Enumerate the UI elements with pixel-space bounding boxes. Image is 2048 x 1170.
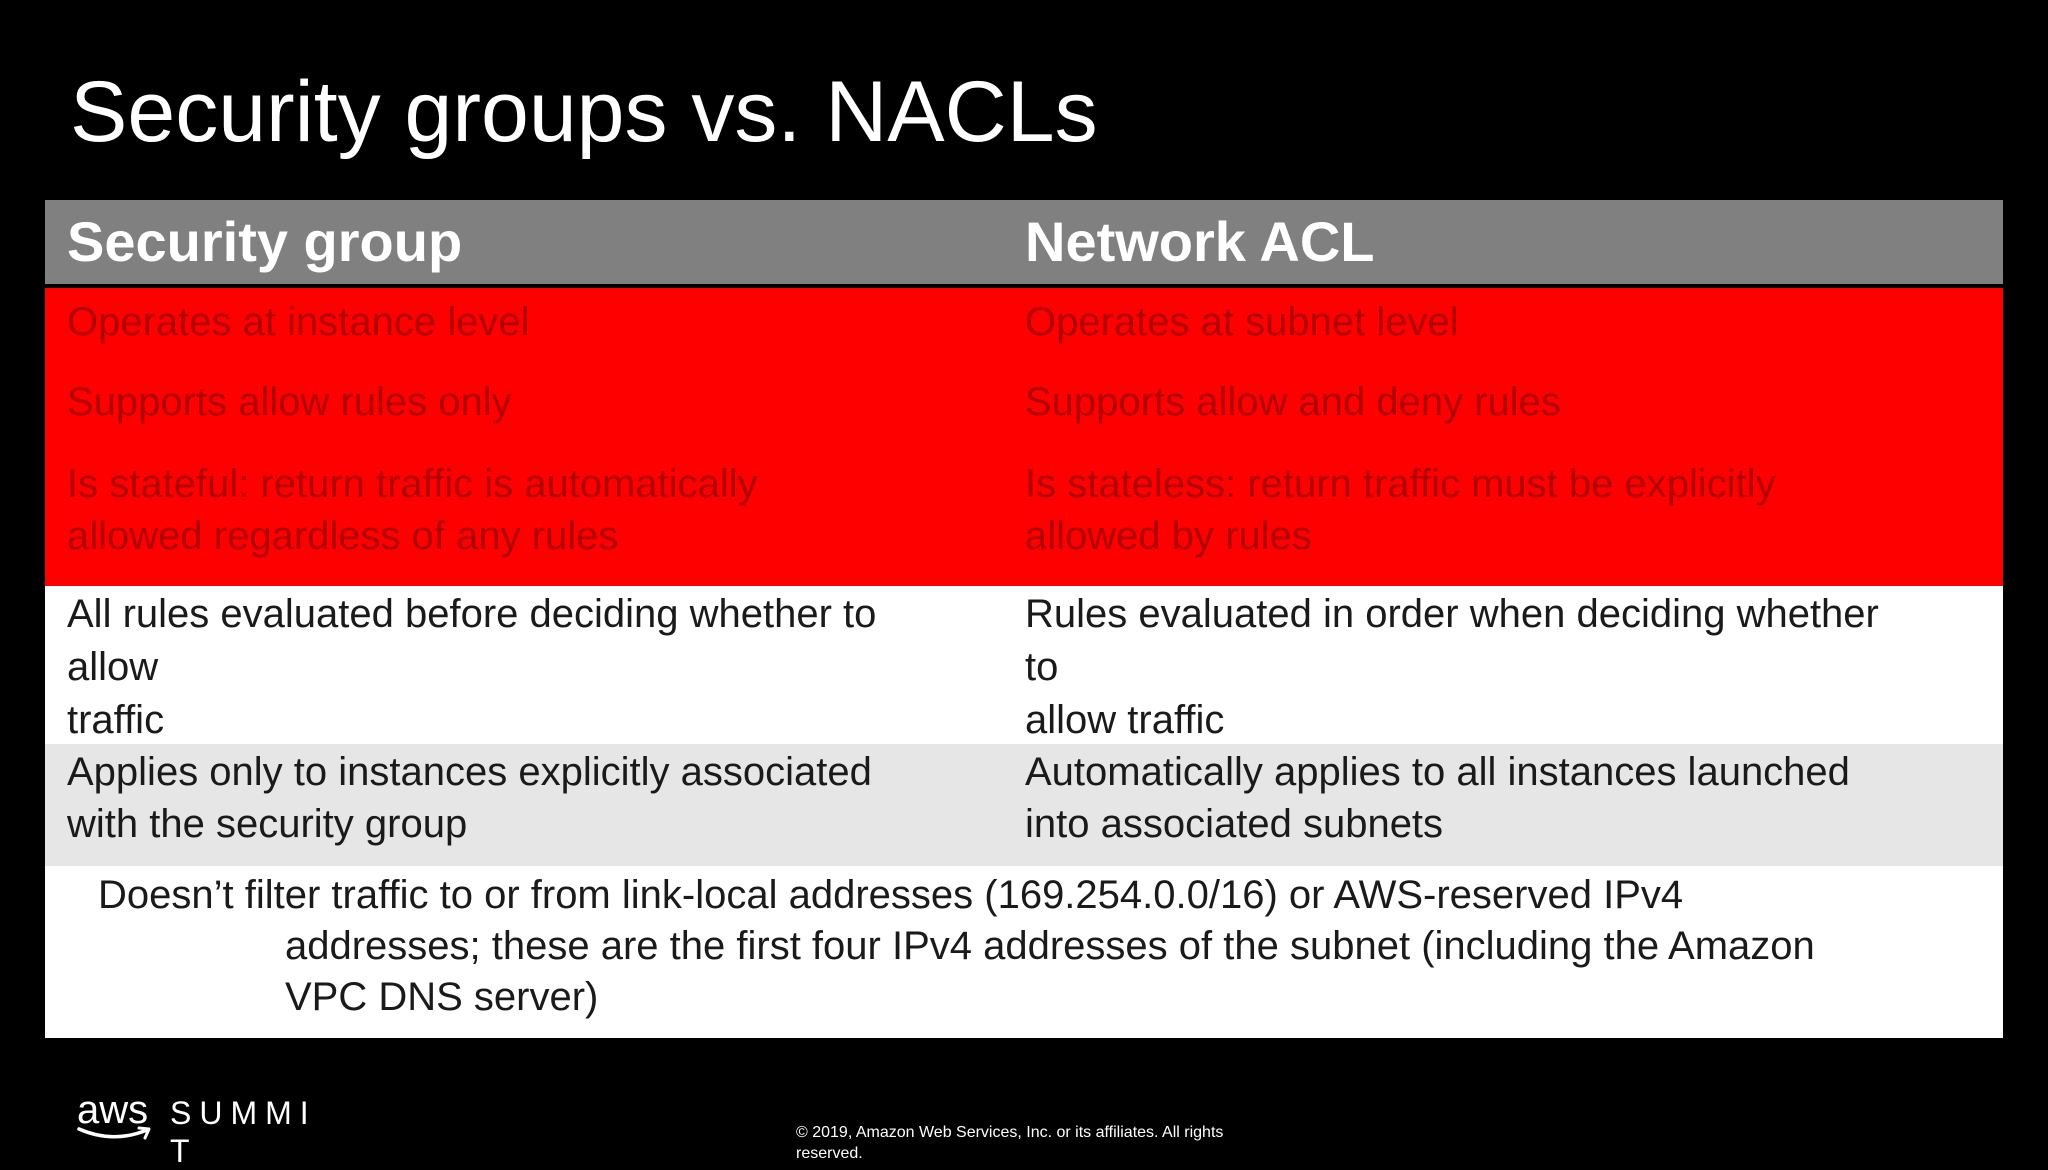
table-footnote xyxy=(45,866,2003,1038)
row-state-network-acl xyxy=(1025,458,2003,562)
summit-logo-text: SUMMIT xyxy=(170,1095,317,1169)
row-scope-network-acl-line: into associated subnets xyxy=(1025,802,1444,846)
footnote-line: Doesn’t filter traffic to or from link-local addresses (169.254.0.0/16) or AWS-reserved IPv4 xyxy=(98,873,1684,917)
comparison-table xyxy=(45,200,2003,1038)
row-evaluation-network-acl-line: Rules evaluated in order when deciding whether xyxy=(1025,592,1879,636)
aws-logo-text: aws xyxy=(77,1088,149,1132)
table-row xyxy=(45,744,2003,866)
row-evaluation-network-acl-line: allow traffic xyxy=(1025,698,1225,742)
row-evaluation-security-group-line: allow xyxy=(67,645,159,689)
row-state-security-group xyxy=(45,458,1025,562)
row-evaluation-security-group-line: All rules evaluated before deciding whether to xyxy=(67,592,877,636)
header-network-acl: Network ACL xyxy=(1025,210,1375,273)
row-evaluation-network-acl-line: to xyxy=(1025,645,1059,689)
row-scope-network-acl xyxy=(1025,744,2003,866)
footnote-line: VPC DNS server) xyxy=(285,975,599,1019)
row-state-security-group-line: allowed regardless of any rules xyxy=(67,514,619,558)
row-evaluation-network-acl xyxy=(1025,586,2003,744)
slide-title: Security groups vs. NACLs xyxy=(70,64,1098,160)
row-scope-security-group xyxy=(45,744,1025,866)
copyright-notice: © 2019, Amazon Web Services, Inc. or its affiliates. All rights reserved. xyxy=(796,1124,1224,1162)
table-row xyxy=(45,296,2003,376)
row-state-network-acl-line: allowed by rules xyxy=(1025,514,1312,558)
table-row xyxy=(45,586,2003,744)
row-state-security-group-line: Is stateful: return traffic is automatically xyxy=(67,462,758,506)
row-scope-security-group-line: Applies only to instances explicitly associated xyxy=(67,750,872,794)
row-scope-network-acl-line: Automatically applies to all instances launched xyxy=(1025,750,1850,794)
footnote-line: addresses; these are the first four IPv4 addresses of the subnet (including the Amazon xyxy=(285,924,1815,968)
row-level-network-acl: Operates at subnet level xyxy=(1025,300,1459,344)
table-row xyxy=(45,376,2003,456)
row-state-network-acl-line: Is stateless: return traffic must be explicitly xyxy=(1025,462,1776,506)
row-evaluation-security-group xyxy=(45,586,1025,744)
row-rules-network-acl: Supports allow and deny rules xyxy=(1025,380,1561,424)
highlighted-rows xyxy=(45,288,2003,586)
row-evaluation-security-group-line: traffic xyxy=(67,698,165,742)
row-rules-security-group: Supports allow rules only xyxy=(67,380,512,424)
header-security-group: Security group xyxy=(67,210,463,273)
aws-smile-icon xyxy=(77,1126,153,1142)
row-scope-security-group-line: with the security group xyxy=(67,802,468,846)
table-header-row xyxy=(45,200,2003,284)
row-level-security-group: Operates at instance level xyxy=(67,300,530,344)
table-row xyxy=(45,456,2003,562)
